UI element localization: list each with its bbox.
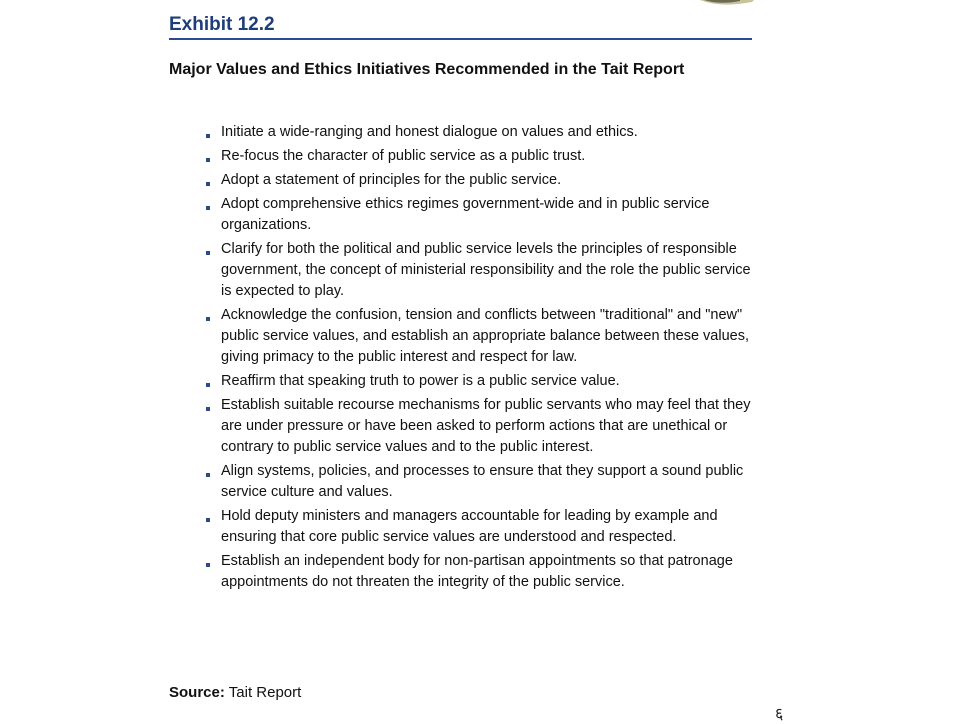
list-item <box>206 122 754 143</box>
list-item-text: Reaffirm that speaking truth to power is a public service value. <box>221 373 620 389</box>
exhibit-title: Exhibit 12.2 <box>169 14 275 35</box>
bullet-icon <box>206 473 210 477</box>
list-item <box>206 371 754 392</box>
bullet-icon <box>206 563 210 567</box>
list-item <box>206 551 754 593</box>
source-line <box>169 684 301 701</box>
list-item-text: Align systems, policies, and processes to ensure that they support a sound public service culture and values. <box>221 463 744 500</box>
list-item <box>206 194 754 236</box>
bullet-icon <box>206 518 210 522</box>
list-item-text: Clarify for both the political and public service levels the principles of responsible government, the concept of ministerial responsibility and the role the public service is expected to play. <box>221 241 751 299</box>
bullet-icon <box>206 182 210 186</box>
corner-decoration <box>690 0 754 6</box>
bullet-icon <box>206 407 210 411</box>
list-item <box>206 395 754 458</box>
list-item-text: Adopt a statement of principles for the public service. <box>221 172 562 188</box>
bullet-icon <box>206 383 210 387</box>
list-item-text: Re-focus the character of public service as a public trust. <box>221 148 586 164</box>
initiatives-list <box>206 122 754 596</box>
list-item-text: Initiate a wide-ranging and honest dialogue on values and ethics. <box>221 124 638 140</box>
list-item <box>206 506 754 548</box>
list-item <box>206 146 754 167</box>
list-item <box>206 170 754 191</box>
title-divider <box>169 38 752 40</box>
list-item <box>206 305 754 368</box>
bullet-icon <box>206 317 210 321</box>
list-item <box>206 239 754 302</box>
bullet-icon <box>206 251 210 255</box>
list-item-text: Acknowledge the confusion, tension and conflicts between "traditional" and "new" public service values, and establish an appropriate balance between these values, giving primacy to the public interest and respect for law. <box>221 307 749 365</box>
bullet-icon <box>206 134 210 138</box>
source-label: Source: <box>169 684 225 701</box>
list-item-text: Hold deputy ministers and managers accountable for leading by example and ensuring that core public service values are understood and respected. <box>221 508 718 545</box>
list-item <box>206 461 754 503</box>
exhibit-subtitle: Major Values and Ethics Initiatives Recommended in the Tait Report <box>169 61 685 78</box>
list-item-text: Establish suitable recourse mechanisms for public servants who may feel that they are under pressure or have been asked to perform actions that are unethical or contrary to public service values and to the public interest. <box>221 397 751 455</box>
bullet-icon <box>206 206 210 210</box>
page-mark: ६ <box>775 706 784 723</box>
list-item-text: Establish an independent body for non-partisan appointments so that patronage appointments do not threaten the integrity of the public service. <box>221 553 733 590</box>
list-item-text: Adopt comprehensive ethics regimes government-wide and in public service organizations. <box>221 196 710 233</box>
source-value: Tait Report <box>228 684 302 701</box>
bullet-icon <box>206 158 210 162</box>
